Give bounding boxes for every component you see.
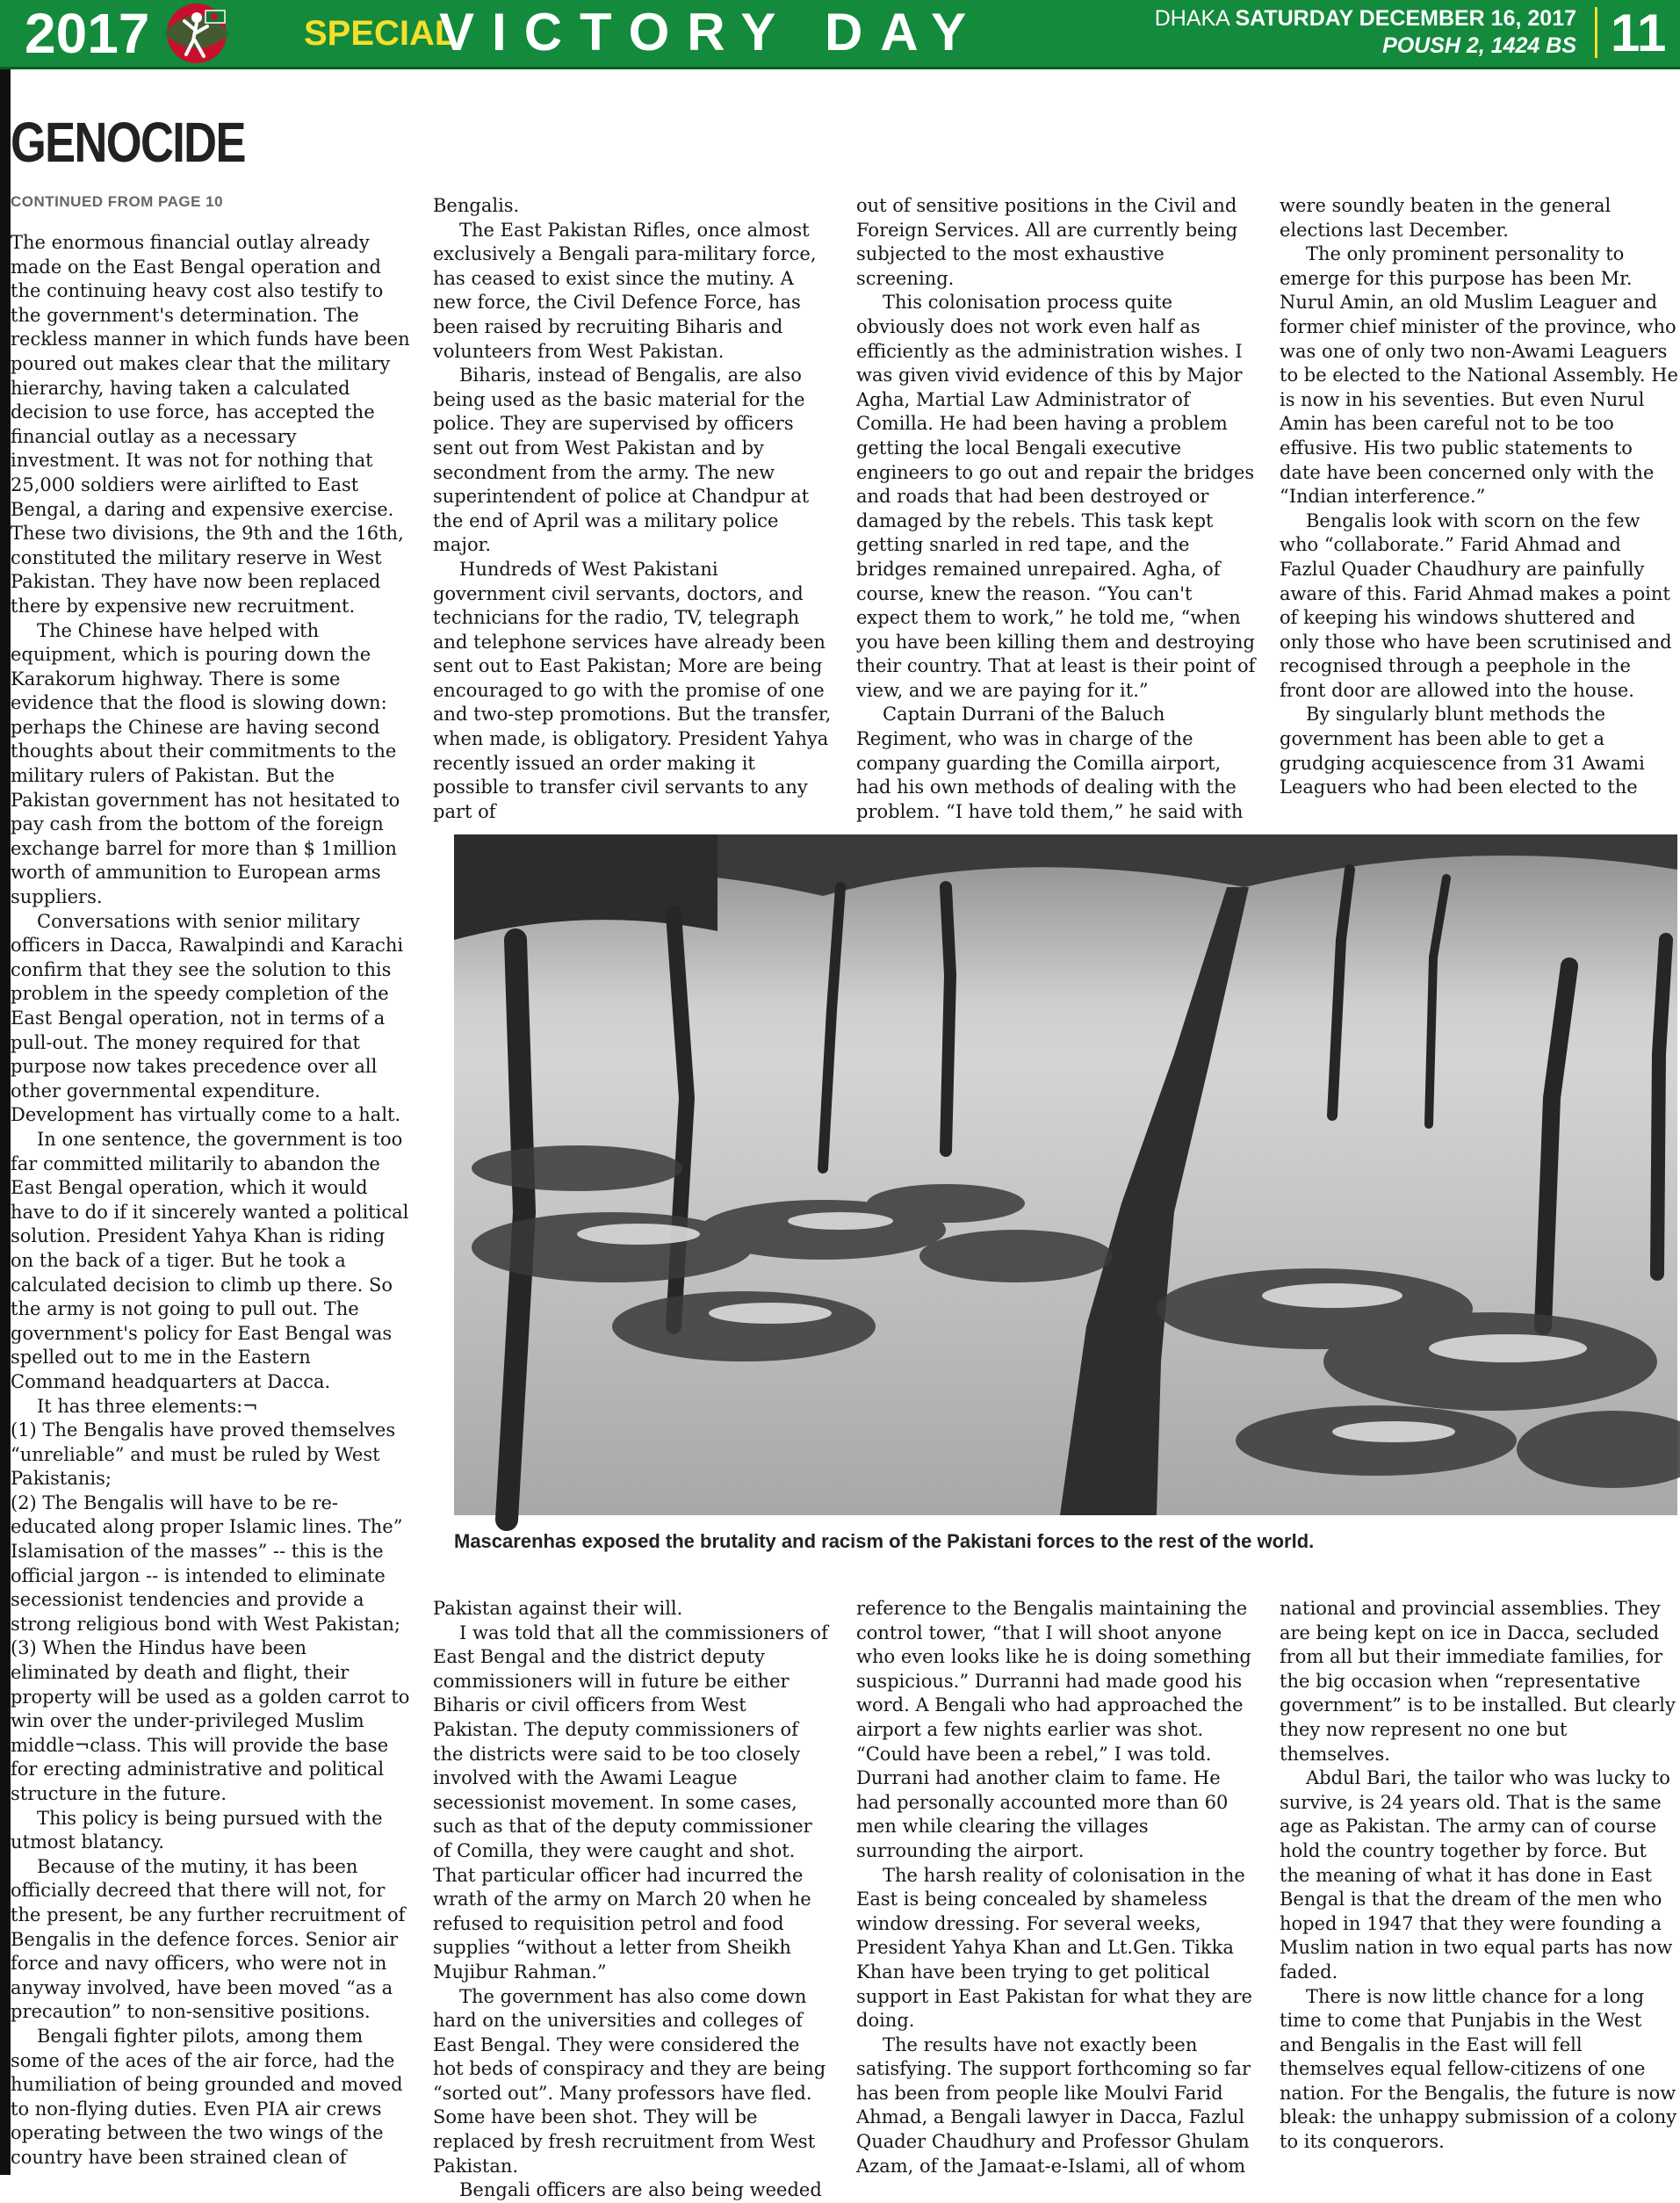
paragraph: Conversations with senior military officers in Dacca, Rawalpindi and Karachi confirm that they see the solution to this problem in the speedy completion of the East Bengal operation, not in terms of a pull-out. The money required for that purpose now takes precedence over all other governmental expenditure. Development has virtually come to a halt.	[11, 910, 404, 1126]
paragraph: Bengalis look with scorn on the few who “collaborate.” Farid Ahmad and Fazlul Quader Chaudhury are painfully aware of this. Farid Ahmad makes a point of keeping his windows shuttered and only those who have been scrutinised and recognised through a peephole in the front door are allowed into the house.	[1280, 509, 1672, 701]
paragraph: The East Pakistan Rifles, once almost exclusively a Bengali para-military force, has ceased to exist since the mutiny. A new force, the Civil Defence Force, has been raised by recruiting Biharis and volunteers from West Pakistan.	[433, 219, 817, 362]
paragraph: The results have not exactly been satisfying. The support forthcoming so far has been from people like Moulvi Farid Ahmad, a Bengali lawyer in Dacca, Fazlul Quader Chaudhury and Professor Ghulam Azam, of the Jamaat-e-Islami, all of whom	[856, 2033, 1251, 2177]
paragraph: out of sensitive positions in the Civil and Foreign Services. All are currently being subjected to the most exhaustive screening.	[856, 195, 1238, 289]
paragraph: Bengali fighter pilots, among them some of the aces of the air force, had the humiliation of being grounded and moved to non-flying duties. Even PIA air crews operating between the two wings of the country have been strained clean of	[11, 2025, 403, 2168]
header-city: DHAKA	[1154, 6, 1229, 31]
header-section-title: VICTORY DAY	[439, 3, 984, 61]
paragraph: There is now little chance for a long time to come that Punjabis in the West and Bengalis in the East will fell themselves equal fellow-citizens of one nation. For the Bengalis, the future is now bleak: the unhappy submission of a colony to its conquerors.	[1280, 1985, 1677, 2153]
paragraph: The enormous financial outlay already made on the East Bengal operation and the continuing heavy cost also testify to the government's determination. The reckless manner in which funds have been poured out makes clear that the military hierarchy, having taken a calculated decision to use force, has accepted the financial outlay as a necessary investment. It was not for nothing that 25,000 soldiers were airlifted to East Bengal, a daring and expensive exercise. These two divisions, the 9th and the 16th, constituted the military reserve in West Pakistan. They have now been replaced there by expensive new recruitment.	[11, 232, 410, 617]
paragraph: It has three elements:¬	[37, 1395, 258, 1417]
paragraph: By singularly blunt methods the government has been able to get a grudging acquiescence from 31 Awami Leaguers who had been elected to the	[1280, 704, 1645, 798]
paragraph: This colonisation process quite obviously does not work even half as efficiently as the administration wishes. I was given vivid evidence of this by Major Agha, Martial Law Administrator of Comilla. He had been having a problem getting the local Bengali executive engineers to go out and repair the bridges and roads that had been destroyed or damaged by the rebels. This task kept getting snarled in red tape, and the bridges remained unrepaired. Agha, of course, knew the reason. “You can't expect them to work,” he told me, “when you have been killing them and destroying their country. That at least is their point of view, and we are paying for it.”	[856, 292, 1256, 701]
paragraph: Abdul Bari, the tailor who was lucky to survive, is 24 years old. That is the same age as Pakistan. The army can of course hold the country together by force. But the meaning of what it has done in East Bengal is that the dream of the men who hoped in 1947 that they were founding a Muslim nation in two equal parts has now faded.	[1280, 1767, 1673, 1983]
page-left-edge	[0, 0, 11, 2175]
paragraph: Because of the mutiny, it has been officially decreed that there will not, for the present, be any further recruitment of Bengalis in the defence forces. Senior air force and navy officers, who were not in anyway involved, have been moved “as a precaution” to non-sensitive positions.	[11, 1855, 406, 2023]
article-column-2-top	[433, 194, 833, 822]
paragraph: national and provincial assemblies. They are being kept on ice in Dacca, secluded from all but their immediate families, for the big occasion when “representative government” is to be installed. But clearly they now represent no one but themselves.	[1280, 1598, 1676, 1765]
paragraph: The Chinese have helped with equipment, which is pouring down the Karakorum highway. There is some evidence that the flood is slowing down: perhaps the Chinese are having second thoughts about their commitments to the military rulers of Pakistan. But the Pakistan government has not hesitated to pay cash from the bottom of the foreign exchange barrel for more than $ 1million worth of ammunition to European arms suppliers.	[11, 619, 400, 908]
paragraph: The only prominent personality to emerge for this purpose has been Mr. Nurul Amin, an old Muslim Leaguer and former chief minister of the province, who was one of only two non-Awami Leaguers to be elected to the National Assembly. He is now in his seventies. But even Nurul Amin has been careful not to be too effusive. His two public statements to date have been concerned only with the “Indian interference.”	[1280, 243, 1678, 508]
paragraph: I was told that all the commissioners of East Bengal and the district deputy commissioners will in future be either Biharis or civil officers from West Pakistan. The deputy commissioners of the districts were said to be too closely involved with the Awami League secessionist movement. In some cases, such as that of the deputy commissioner of Comilla, they were caught and shot. That particular officer had incurred the wrath of the army on March 20 when he refused to requisition petrol and food supplies “without a letter from Sheikh Mujibur Rahman.”	[433, 1622, 828, 1983]
paragraph: reference to the Bengalis maintaining the control tower, “that I will shoot anyone who even looks like he is doing something suspicious.” Durranni had made good his word. A Bengali who had approached the airport a few nights earlier was shot. “Could have been a rebel,” I was told. Durrani had another claim to fame. He had personally accounted more than 60 men while clearing the villages surrounding the airport.	[856, 1598, 1251, 1861]
article-headline: GENOCIDE	[11, 111, 245, 174]
article-column-2-bottom	[433, 1597, 833, 2201]
article-column-3-bottom	[856, 1597, 1256, 2175]
article-column-4-top	[1280, 194, 1679, 806]
header-dateline	[1155, 5, 1576, 60]
paragraph: The government has also come down hard on the universities and colleges of East Bengal. They were considered the hot beds of conspiracy and they are being “sorted out”. Many professors have fled. Some have been shot. They will be replaced by fresh recruitment from West Pakistan.	[433, 1985, 826, 2177]
paragraph: were soundly beaten in the general elections last December.	[1280, 195, 1612, 241]
header-divider	[1595, 7, 1597, 58]
page-header-banner	[0, 0, 1680, 69]
paragraph: (2) The Bengalis will have to be re-educated along proper Islamic lines. The” Islamisation of the masses” -- this is the official jargon -- is intended to eliminate secessionist tendencies and provide a strong religious bond with West Pakistan;	[11, 1492, 403, 1635]
paragraph: This policy is being pursued with the utmost blatancy.	[11, 1807, 383, 1853]
page-number: 11	[1611, 4, 1667, 62]
continued-from-label: CONTINUED FROM PAGE 10	[11, 193, 224, 210]
article-column-3-top	[856, 194, 1256, 822]
paragraph: Bengali officers are also being weeded	[459, 2179, 822, 2201]
paragraph: Bengalis.	[433, 195, 520, 216]
header-bengali-date: POUSH 2, 1424 BS	[1382, 33, 1576, 58]
paragraph: Hundreds of West Pakistani government civil servants, doctors, and technicians for the radio, TV, telegraph and telephone services have already been sent out to East Pakistan; More are being encouraged to go with the promise of one and two-step promotions. But the transfer, when made, is obligatory. President Yahya recently issued an order making it possible to transfer civil servants to any part of	[433, 558, 832, 822]
article-column-4-bottom	[1280, 1597, 1679, 2175]
header-special-label: SPECIAL	[304, 14, 457, 53]
paragraph: (3) When the Hindus have been eliminated by death and flight, their property will be used as a golden carrot to win over the under-privileged Muslim middle¬class. This will provide the base for erecting administrative and political structure in the future.	[11, 1637, 410, 1804]
paragraph: The harsh reality of colonisation in the East is being concealed by shameless window dressing. For several weeks, President Yahya Khan and Lt.Gen. Tikka Khan have been trying to get political support in East Pakistan for what they are doing.	[856, 1864, 1252, 2032]
paragraph: Biharis, instead of Bengalis, are also being used as the basic material for the police. They are supervised by officers sent out from West Pakistan and by secondment from the army. The new superintendent of police at Chandpur at the end of April was a military police major.	[433, 365, 810, 556]
article-column-1	[11, 231, 410, 2175]
header-date: SATURDAY DECEMBER 16, 2017	[1235, 6, 1576, 31]
photo-mass-grave-icon	[454, 834, 1677, 1515]
victory-emblem-icon	[155, 2, 239, 65]
header-year: 2017	[25, 2, 150, 65]
paragraph: (1) The Bengalis have proved themselves “unreliable” and must be ruled by West Pakistanis;	[11, 1419, 396, 1490]
photo-caption: Mascarenhas exposed the brutality and racism of the Pakistani forces to the rest of the world.	[454, 1530, 1315, 1552]
paragraph: Captain Durrani of the Baluch Regiment, who was in charge of the company guarding the Comilla airport, had his own methods of dealing with the problem. “I have told them,” he said with	[856, 704, 1244, 822]
paragraph: In one sentence, the government is too far committed militarily to abandon the East Bengal operation, which it would have to do if it sincerely wanted a political solution. President Yahya Khan is riding on the back of a tiger. But he took a calculated decision to climb up there. So the army is not going to pull out. The government's policy for East Bengal was spelled out to me in the Eastern Command headquarters at Dacca.	[11, 1128, 409, 1392]
paragraph: Pakistan against their will.	[433, 1598, 683, 1619]
